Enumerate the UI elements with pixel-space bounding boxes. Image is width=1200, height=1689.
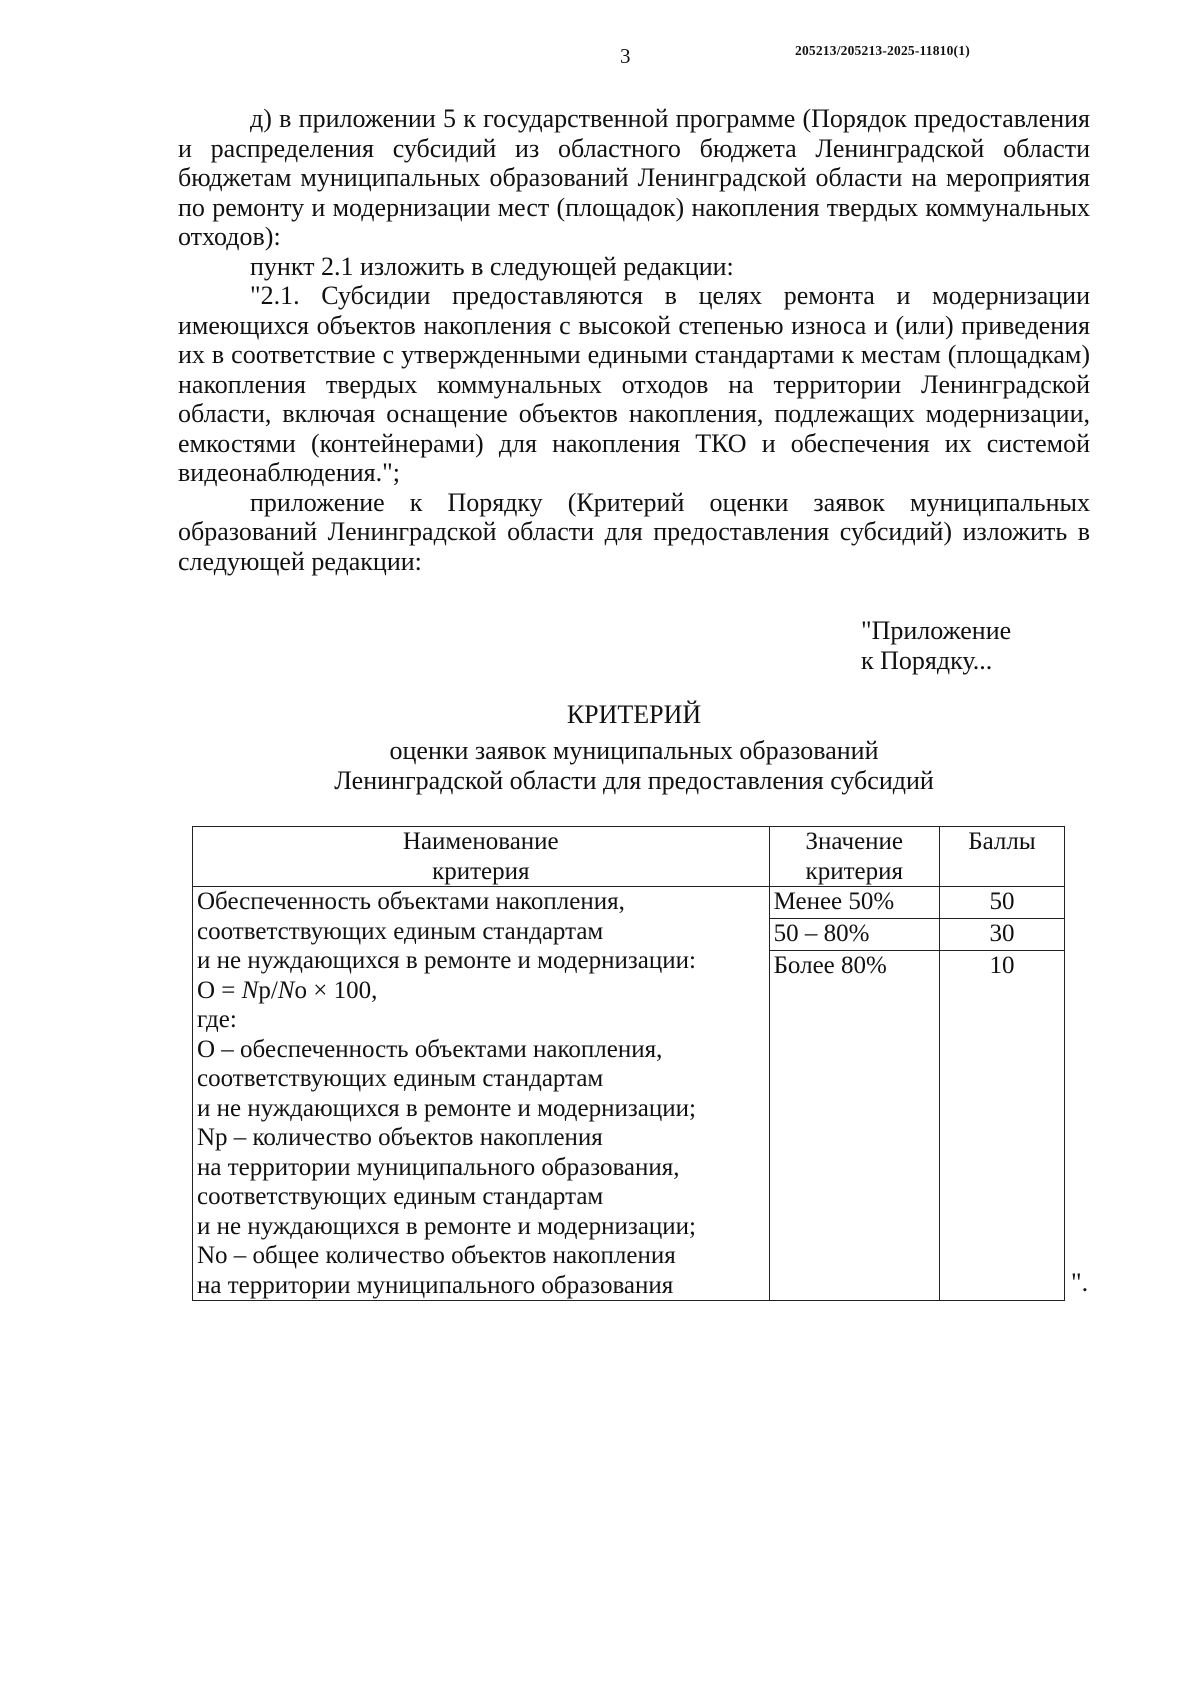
criterion-line: соответствующих единым стандартам — [197, 1183, 604, 1210]
header-criterion-name-line-2: критерия — [432, 857, 530, 885]
criterion-description — [193, 887, 770, 1301]
header-points: Баллы — [939, 827, 1064, 887]
paragraph-amendment-d: д) в приложении 5 к государственной программе (Порядок предоставления и распределения субсидий из областного бюджета Ленинградской области бюджетам муниципальных образований Ленинградской области на мероприятия по ремонту и модернизации мест (площадок) накопления твердых коммунальных отходов): — [178, 104, 1090, 251]
criterion-line: Nр – количество объектов накопления — [197, 1124, 603, 1151]
header-criterion-value-line-1: Значение — [805, 828, 904, 855]
criteria-subtitle-line-2: Ленинградской области для предоставления субсидий — [334, 766, 934, 795]
table-header-row — [193, 827, 1065, 887]
criteria-table — [192, 826, 1065, 1301]
paragraph-clause-2-1: "2.1. Субсидии предоставляются в целях ремонта и модернизации имеющихся объектов накопления с высокой степенью износа и (или) приведения их в соответствие с утвержденными едиными стандартами к местам (площадкам) накопления твердых коммунальных отходов на территории Ленинградской области, включая оснащение объектов накопления, подлежащих модернизации, емкостями (контейнерами) для накопления ТКО и обеспечения их системой видеонаблюдения."; — [178, 281, 1090, 487]
criterion-line: соответствующих единым стандартам — [197, 1065, 604, 1092]
criterion-line: Nо – общее количество объектов накопления — [197, 1242, 676, 1269]
value-cell: Менее 50% — [769, 887, 939, 919]
criteria-subtitle — [178, 736, 1090, 796]
value-cell: 50 – 80% — [769, 919, 939, 951]
header-criterion-value — [769, 827, 939, 887]
header-criterion-name — [193, 827, 770, 887]
criterion-line: и не нуждающихся в ремонте и модернизации: — [197, 947, 696, 974]
criteria-title: КРИТЕРИЙ — [566, 700, 702, 729]
points-cell: 30 — [939, 919, 1064, 951]
body-text — [178, 104, 1090, 576]
table-row — [193, 887, 1065, 919]
criterion-line: и не нуждающихся в ремонте и модернизации; — [197, 1094, 696, 1122]
appendix-line-2: к Порядку... — [861, 646, 993, 675]
document-id: 205213/205213-2025-11810(1) — [795, 43, 970, 58]
criterion-formula: О = Nр/Nо × 100, — [197, 976, 378, 1004]
criterion-line: на территории муниципального образования — [197, 1271, 674, 1299]
criterion-line: Обеспеченность объектами накопления, — [197, 888, 625, 915]
closing-quote: ". — [1071, 1268, 1089, 1297]
criterion-line: и не нуждающихся в ремонте и модернизации; — [197, 1212, 696, 1240]
header-criterion-name-line-1: Наименование — [402, 828, 559, 855]
appendix-line-1: "Приложение — [861, 616, 1012, 645]
page-number: 3 — [620, 44, 631, 68]
criterion-line: О – обеспеченность объектами накопления, — [197, 1035, 663, 1063]
header-criterion-value-line-2: критерия — [805, 857, 903, 885]
paragraph-appendix-intro: приложение к Порядку (Критерий оценки заявок муниципальных образований Ленинградской области для предоставления субсидий) изложить в следующей редакции: — [178, 487, 1090, 576]
value-cell: Более 80% — [769, 951, 939, 1301]
criterion-line: на территории муниципального образования, — [197, 1153, 680, 1181]
criterion-line: соответствующих единым стандартам — [197, 917, 604, 945]
points-cell: 50 — [939, 887, 1064, 919]
paragraph-clause-intro: пункт 2.1 изложить в следующей редакции: — [250, 251, 734, 281]
criterion-line: где: — [197, 1006, 237, 1033]
points-cell: 10 — [939, 951, 1064, 1301]
criteria-subtitle-line-1: оценки заявок муниципальных образований — [389, 736, 879, 765]
appendix-label — [861, 616, 1011, 676]
